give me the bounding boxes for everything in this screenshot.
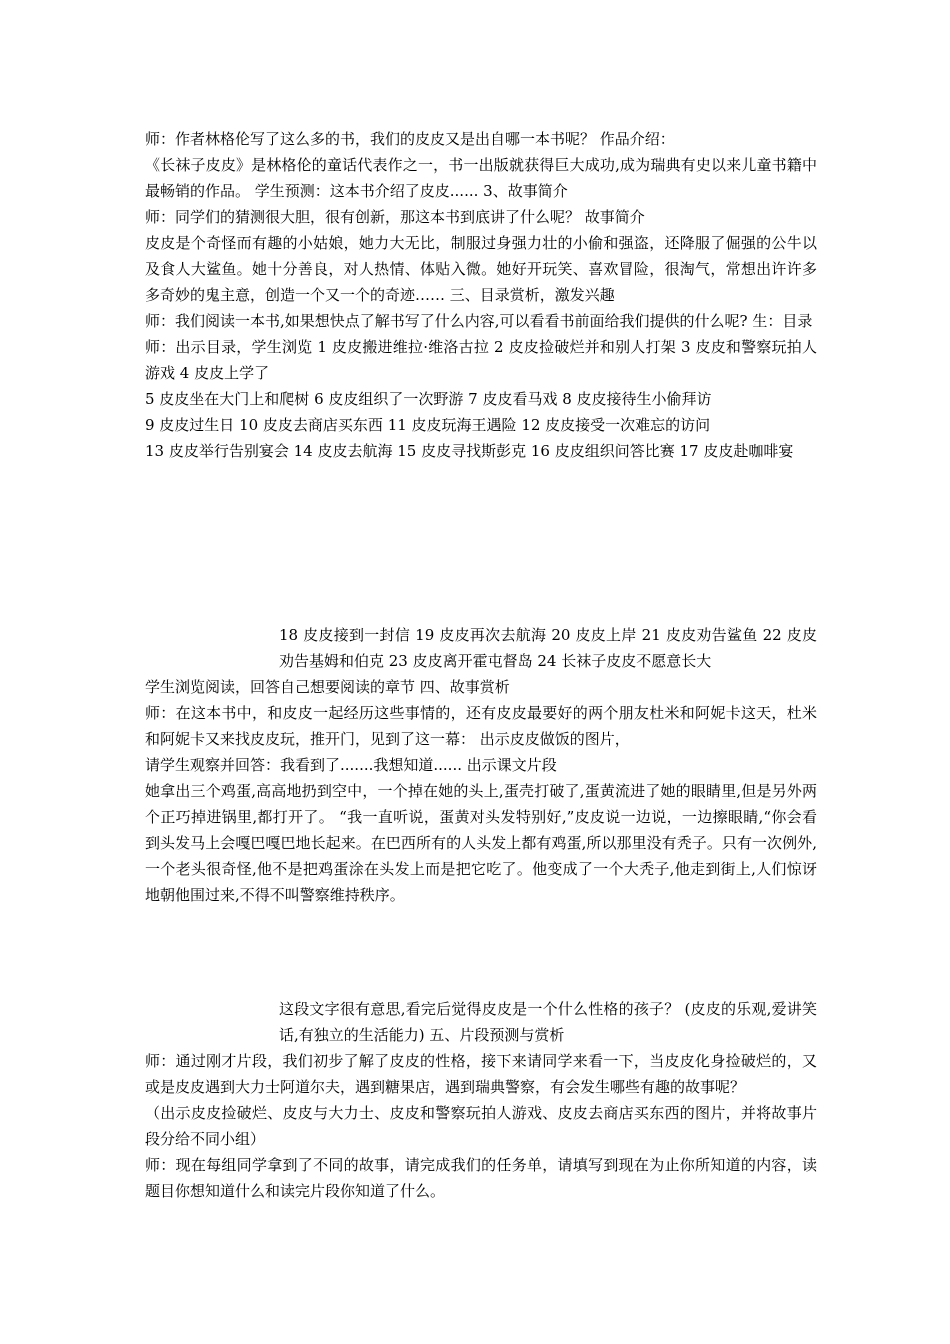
paragraph: 她拿出三个鸡蛋,高高地扔到空中，一个掉在她的头上,蛋壳打破了,蛋黄流进了她的眼睛里,但是另外两个正巧掉进锅里,都打开了。 “我一直听说，蛋黄对头发特别好,”皮皮说一边说，一边擦眼睛,“你会看到头发马上会嘎巴嘎巴地长起来。在巴西所有的人头发上都有鸡蛋,所以那里没有秃子。只有一次例外,一个老头很奇怪,他不是把鸡蛋涂在头发上而是把它吃了。他变成了一个大秃子,他走到街上,人们惊讶地朝他围过来,不得不叫警察维持秩序。 xyxy=(145,782,817,904)
paragraph: 这段文字很有意思,看完后觉得皮皮是一个什么性格的孩子？ (皮皮的乐观,爱讲笑话,有独立的生活能力) 五、片段预测与赏析 xyxy=(279,1000,817,1044)
paragraph: 学生浏览阅读，回答自己想要阅读的章节 四、故事赏析 xyxy=(145,678,510,696)
paragraph: 皮皮是个奇怪而有趣的小姑娘，她力大无比，制服过身强力壮的小偷和强盗，还降服了倔强的公牛以及食人大鲨鱼。她十分善良，对人热情、体贴入微。她好开玩笑、喜欢冒险，很淘气，常想出许许多多奇妙的鬼主意，创造一个又一个的奇迹…… 三、目录赏析，激发兴趣 xyxy=(145,234,817,304)
paragraph: 请学生观察并回答：我看到了.......我想知道...... 出示课文片段 xyxy=(145,756,557,774)
paragraph: 9 皮皮过生日 10 皮皮去商店买东西 11 皮皮玩海王遇险 12 皮皮接受一次难忘的访问 xyxy=(145,416,711,434)
text-block-3 xyxy=(145,996,817,1204)
text-block-2 xyxy=(145,622,817,908)
paragraph: 师：同学们的猜测很大胆，很有创新，那这本书到底讲了什么呢？ 故事简介 xyxy=(145,208,645,226)
paragraph: 师：出示目录，学生浏览 1 皮皮搬进维拉·维洛古拉 2 皮皮捡破烂并和别人打架 3 皮皮和警察玩拍人游戏 4 皮皮上学了 xyxy=(145,338,817,382)
paragraph: （出示皮皮捡破烂、皮皮与大力士、皮皮和警察玩拍人游戏、皮皮去商店买东西的图片，并将故事片段分给不同小组） xyxy=(145,1104,817,1148)
paragraph: 师：在这本书中，和皮皮一起经历这些事情的，还有皮皮最要好的两个朋友杜米和阿妮卡这天，杜米和阿妮卡又来找皮皮玩，推开门，见到了这一幕： 出示皮皮做饭的图片， xyxy=(145,704,817,748)
paragraph: 师：现在每组同学拿到了不同的故事，请完成我们的任务单，请填写到现在为止你所知道的内容，读题目你想知道什么和读完片段你知道了什么。 xyxy=(145,1156,817,1200)
paragraph: 师：作者林格伦写了这么多的书，我们的皮皮又是出自哪一本书呢？ 作品介绍： xyxy=(145,130,675,148)
paragraph: 《长袜子皮皮》是林格伦的童话代表作之一，书一出版就获得巨大成功,成为瑞典有史以来儿童书籍中最畅销的作品。 学生预测：这本书介绍了皮皮...... 3、故事简介 xyxy=(145,156,817,200)
paragraph: 5 皮皮坐在大门上和爬树 6 皮皮组织了一次野游 7 皮皮看马戏 8 皮皮接待生小偷拜访 xyxy=(145,390,712,408)
paragraph: 13 皮皮举行告别宴会 14 皮皮去航海 15 皮皮寻找斯彭克 16 皮皮组织问答比赛 17 皮皮赴咖啡宴 xyxy=(145,442,794,460)
text-block-1 xyxy=(145,126,817,464)
paragraph: 师：我们阅读一本书,如果想快点了解书写了什么内容,可以看看书前面给我们提供的什么呢? 生：目录 xyxy=(145,312,813,330)
paragraph: 18 皮皮接到一封信 19 皮皮再次去航海 20 皮皮上岸 21 皮皮劝告鲨鱼 22 皮皮劝告基姆和伯克 23 皮皮离开霍屯督岛 24 长袜子皮皮不愿意长大 xyxy=(279,626,817,670)
paragraph: 师：通过刚才片段，我们初步了解了皮皮的性格，接下来请同学来看一下，当皮皮化身捡破烂的，又或是皮皮遇到大力士阿道尔夫，遇到糖果店，遇到瑞典警察，有会发生哪些有趣的故事呢？ xyxy=(145,1052,817,1096)
